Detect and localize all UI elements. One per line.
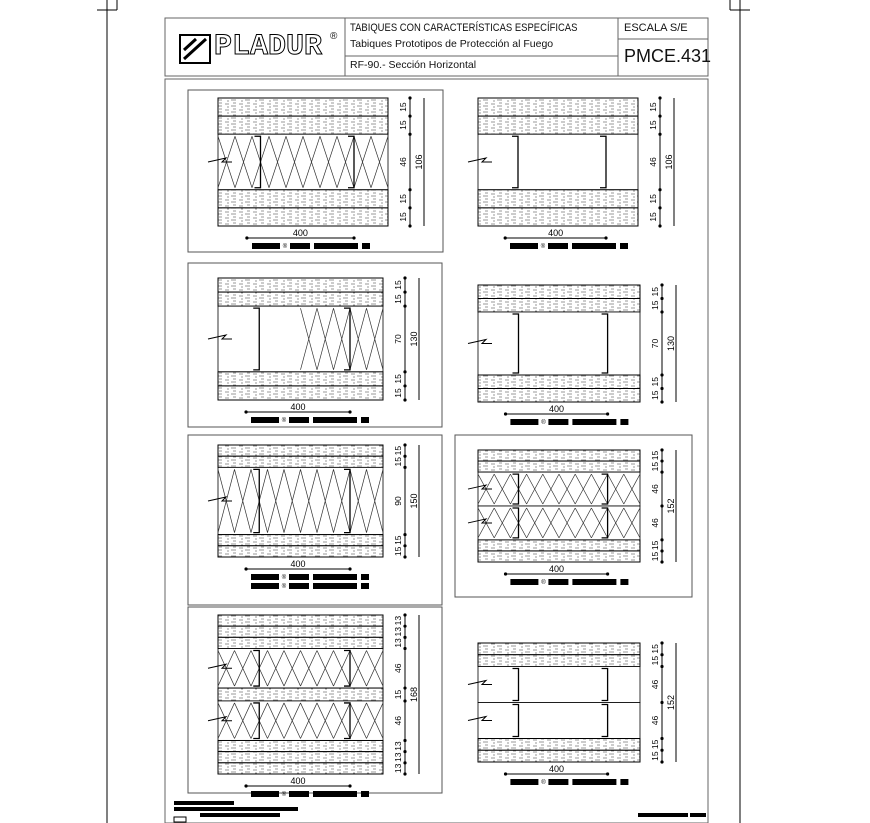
dimension-tick — [658, 206, 661, 209]
dimension-tick — [403, 533, 406, 536]
dimension-tick — [348, 784, 351, 787]
layer-thickness-label: 15 — [650, 300, 660, 310]
redacted-caption-bar — [290, 243, 310, 249]
layer-thickness-label: 15 — [650, 751, 660, 761]
layer-thickness-label: 13 — [393, 752, 403, 762]
dimension-tick — [348, 410, 351, 413]
layer-thickness-label: 46 — [650, 484, 660, 494]
redacted-caption-bar — [361, 791, 369, 797]
dimension-tick — [660, 665, 663, 668]
dimension-tick — [408, 96, 411, 99]
dimension-tick — [606, 412, 609, 415]
layer-thickness-label: 46 — [650, 518, 660, 528]
dimension-tick — [606, 772, 609, 775]
gypsum-board — [218, 752, 383, 763]
layer-thickness-label: 15 — [650, 644, 660, 654]
logo-registered-mark: ® — [330, 31, 338, 42]
redacted-caption-bar — [620, 779, 628, 785]
dimension-tick — [408, 115, 411, 118]
redacted-caption-bar — [252, 243, 280, 249]
dimension-tick — [606, 572, 609, 575]
layer-thickness-label: 15 — [648, 194, 658, 204]
dimension-tick — [403, 370, 406, 373]
registered-mark: ® — [541, 780, 546, 786]
layer-thickness-label: 15 — [650, 655, 660, 666]
redacted-caption-bar — [548, 579, 568, 585]
wall-section-6 — [455, 435, 692, 597]
dimension-tick — [660, 701, 663, 704]
title-line-3: RF-90.- Sección Horizontal — [350, 59, 477, 71]
dimension-tick — [660, 737, 663, 740]
redacted-caption-bar — [572, 579, 616, 585]
dimension-tick — [403, 750, 406, 753]
layer-thickness-label: 15 — [648, 212, 658, 222]
gypsum-board — [478, 98, 638, 116]
gypsum-board — [218, 386, 383, 400]
redacted-caption-bar — [548, 419, 568, 425]
dimension-tick — [403, 466, 406, 469]
dimension-tick — [660, 641, 663, 644]
layer-thickness-label: 15 — [650, 540, 660, 551]
dimension-tick — [660, 400, 663, 403]
layer-thickness-label: 15 — [398, 120, 408, 130]
total-thickness-label: 168 — [409, 686, 419, 703]
cavity — [478, 703, 640, 739]
dimension-tick — [658, 224, 661, 227]
wall-section-8 — [468, 641, 676, 786]
dimension-tick — [660, 471, 663, 474]
layer-thickness-label: 46 — [398, 157, 408, 167]
gypsum-board — [478, 285, 640, 299]
layer-thickness-label: 15 — [648, 102, 658, 112]
redacted-caption-bar — [251, 791, 279, 797]
width-label: 400 — [292, 228, 308, 238]
layer-thickness-label: 15 — [393, 280, 403, 290]
redacted-caption-bar — [313, 417, 357, 423]
redacted-caption-bar — [289, 574, 309, 580]
dimension-tick — [348, 567, 351, 570]
redacted-caption-bar — [313, 791, 357, 797]
gypsum-board — [218, 637, 383, 648]
redacted-caption-bar — [289, 583, 309, 589]
dimension-tick — [245, 236, 248, 239]
dimension-tick — [403, 699, 406, 702]
total-thickness-label: 106 — [664, 154, 674, 170]
layer-thickness-label: 15 — [650, 390, 660, 400]
dimension-tick — [408, 206, 411, 209]
layer-thickness-label: 46 — [648, 157, 658, 167]
registered-mark: ® — [281, 575, 287, 581]
dimension-tick — [403, 761, 406, 764]
dimension-tick — [352, 236, 355, 239]
redacted-caption-bar — [620, 579, 628, 585]
layer-thickness-label: 70 — [650, 338, 660, 349]
registered-mark: ® — [281, 418, 287, 424]
drawing-code: PMCE.431 — [624, 46, 712, 66]
dimension-tick — [403, 686, 406, 689]
dimension-tick — [504, 572, 507, 575]
redacted-caption-bar — [251, 574, 279, 580]
layer-thickness-label: 70 — [393, 334, 403, 344]
redacted-caption-bar — [620, 419, 628, 425]
gypsum-board — [218, 98, 388, 116]
dimension-tick — [660, 448, 663, 451]
layer-thickness-label: 13 — [393, 638, 403, 648]
layer-thickness-label: 15 — [650, 551, 660, 562]
gypsum-board — [478, 208, 638, 226]
redacted-caption-bar — [510, 579, 538, 585]
redacted-caption-bar — [572, 779, 616, 785]
gypsum-board — [218, 688, 383, 701]
dimension-tick — [403, 443, 406, 446]
layer-thickness-label: 15 — [648, 120, 658, 130]
redacted-caption-bar — [289, 791, 309, 797]
dimension-tick — [658, 188, 661, 191]
redacted-caption-bar — [313, 583, 357, 589]
width-label: 400 — [290, 402, 306, 412]
dimension-tick — [403, 276, 406, 279]
cavity — [478, 312, 640, 375]
redacted-caption-bar — [313, 574, 357, 580]
dimension-tick — [403, 739, 406, 742]
registered-mark: ® — [541, 420, 546, 426]
gypsum-board — [218, 190, 388, 208]
gypsum-board — [478, 643, 640, 655]
layer-thickness-label: 15 — [398, 102, 408, 112]
layer-thickness-label: 15 — [393, 689, 403, 700]
layer-thickness-label: 46 — [650, 715, 660, 726]
layer-thickness-label: 15 — [650, 450, 660, 461]
redacted-caption-bar — [548, 779, 568, 785]
dimension-tick — [403, 647, 406, 650]
gypsum-board — [218, 116, 388, 134]
gypsum-board — [218, 615, 383, 626]
dimension-tick — [403, 544, 406, 547]
redacted-caption-bar — [572, 419, 616, 425]
gypsum-board — [218, 763, 383, 774]
total-thickness-label: 152 — [666, 498, 676, 514]
dimension-tick — [403, 555, 406, 558]
dimension-tick — [660, 749, 663, 752]
dimension-tick — [504, 412, 507, 415]
width-label: 400 — [290, 776, 306, 786]
dimension-tick — [660, 459, 663, 462]
dimension-tick — [408, 133, 411, 136]
dimension-tick — [660, 538, 663, 541]
layer-thickness-label: 15 — [393, 294, 403, 304]
registered-mark: ® — [282, 244, 288, 250]
total-thickness-label: 150 — [409, 493, 419, 509]
width-label: 400 — [549, 764, 565, 774]
layer-thickness-label: 13 — [393, 627, 403, 637]
registered-mark: ® — [281, 792, 287, 798]
wall-section-2 — [468, 96, 674, 250]
dimension-tick — [504, 772, 507, 775]
dimension-tick — [660, 760, 663, 763]
redacted-caption-bar — [289, 417, 309, 423]
gypsum-board — [478, 389, 640, 403]
dimension-tick — [403, 455, 406, 458]
gypsum-board — [218, 208, 388, 226]
gypsum-board — [218, 626, 383, 637]
gypsum-board — [478, 750, 640, 762]
wall-section-3 — [188, 263, 442, 427]
scale-label: ESCALA S/E — [624, 22, 688, 34]
footer-redacted-notes — [174, 801, 706, 822]
total-thickness-label: 106 — [414, 154, 424, 170]
redacted-caption-bar — [548, 243, 568, 249]
gypsum-board — [218, 546, 383, 557]
layer-thickness-label: 46 — [393, 663, 403, 674]
layer-thickness-label: 90 — [393, 496, 403, 506]
gypsum-board — [478, 739, 640, 751]
width-label: 400 — [549, 404, 565, 414]
dimension-tick — [660, 297, 663, 300]
logo-text: PLADUR — [214, 30, 323, 64]
layer-thickness-label: 15 — [393, 388, 403, 398]
gypsum-board — [218, 372, 383, 386]
layer-thickness-label: 46 — [650, 679, 660, 690]
dimension-tick — [244, 567, 247, 570]
wall-section-5 — [188, 435, 442, 605]
redacted-caption-bar — [510, 779, 538, 785]
dimension-tick — [658, 115, 661, 118]
layer-thickness-label: 13 — [393, 615, 403, 626]
dimension-tick — [658, 96, 661, 99]
gypsum-board — [218, 292, 383, 306]
dimension-tick — [403, 772, 406, 775]
dimension-tick — [403, 613, 406, 616]
layer-thickness-label: 15 — [398, 212, 408, 222]
layer-thickness-label: 15 — [393, 546, 403, 557]
width-label: 400 — [290, 559, 306, 569]
gypsum-board — [218, 535, 383, 546]
dimension-tick — [660, 373, 663, 376]
title-line-2: Tabiques Prototipos de Protección al Fuego — [350, 38, 554, 50]
redacted-caption-bar — [572, 243, 616, 249]
width-label: 400 — [549, 564, 565, 574]
pladur-logo — [180, 35, 210, 63]
wall-section-4 — [468, 283, 676, 426]
dimension-tick — [403, 398, 406, 401]
layer-thickness-label: 46 — [393, 715, 403, 726]
redacted-caption-bar — [510, 243, 538, 249]
registered-mark: ® — [541, 580, 546, 586]
title-line-1: TABIQUES CON CARACTERÍSTICAS ESPECÍFICAS — [350, 22, 578, 34]
redacted-caption-bar — [362, 243, 370, 249]
redacted-caption-bar — [251, 583, 279, 589]
dimension-tick — [408, 224, 411, 227]
gypsum-board — [478, 375, 640, 389]
redacted-caption-bar — [314, 243, 358, 249]
gypsum-board — [478, 190, 638, 208]
gypsum-board — [478, 540, 640, 551]
dimension-tick — [403, 290, 406, 293]
dimension-tick — [660, 387, 663, 390]
layer-thickness-label: 15 — [650, 461, 660, 472]
gypsum-board — [478, 450, 640, 461]
registered-mark: ® — [540, 244, 546, 250]
gypsum-board — [478, 655, 640, 667]
dimension-tick — [660, 549, 663, 552]
layer-thickness-label: 15 — [393, 445, 403, 456]
redacted-caption-bar — [361, 574, 369, 580]
dimension-tick — [504, 236, 507, 239]
gypsum-board — [478, 299, 640, 313]
layer-thickness-label: 15 — [650, 739, 660, 750]
width-label: 400 — [548, 228, 564, 238]
dimension-tick — [403, 636, 406, 639]
layer-thickness-label: 15 — [393, 374, 403, 384]
total-thickness-label: 152 — [666, 694, 676, 711]
dimension-tick — [604, 236, 607, 239]
dimension-tick — [660, 560, 663, 563]
total-thickness-label: 130 — [666, 335, 676, 352]
gypsum-board — [218, 456, 383, 467]
dimension-tick — [660, 310, 663, 313]
cavity — [478, 666, 640, 702]
registered-mark: ® — [281, 584, 287, 590]
dimension-tick — [660, 283, 663, 286]
redacted-caption-bar — [510, 419, 538, 425]
dimension-tick — [660, 653, 663, 656]
gypsum-board — [478, 551, 640, 562]
cavity — [478, 134, 638, 190]
dimension-tick — [403, 384, 406, 387]
dimension-tick — [403, 305, 406, 308]
layer-thickness-label: 13 — [393, 763, 403, 774]
wall-section-7 — [188, 607, 442, 798]
layer-thickness-label: 15 — [650, 287, 660, 297]
dimension-tick — [408, 188, 411, 191]
layer-thickness-label: 15 — [393, 535, 403, 545]
layer-thickness-label: 13 — [393, 741, 403, 751]
gypsum-board — [218, 445, 383, 456]
redacted-caption-bar — [361, 583, 369, 589]
layer-thickness-label: 15 — [393, 457, 403, 467]
wall-section-1 — [188, 90, 443, 252]
gypsum-board — [478, 116, 638, 134]
dimension-tick — [244, 784, 247, 787]
dimension-tick — [658, 133, 661, 136]
layer-thickness-label: 15 — [650, 377, 660, 387]
redacted-caption-bar — [251, 417, 279, 423]
dimension-tick — [660, 504, 663, 507]
gypsum-board — [218, 740, 383, 751]
layer-thickness-label: 15 — [398, 194, 408, 204]
gypsum-board — [218, 278, 383, 292]
redacted-caption-bar — [361, 417, 369, 423]
gypsum-board — [478, 461, 640, 472]
dimension-tick — [244, 410, 247, 413]
redacted-caption-bar — [620, 243, 628, 249]
dimension-tick — [403, 625, 406, 628]
total-thickness-label: 130 — [409, 331, 419, 347]
